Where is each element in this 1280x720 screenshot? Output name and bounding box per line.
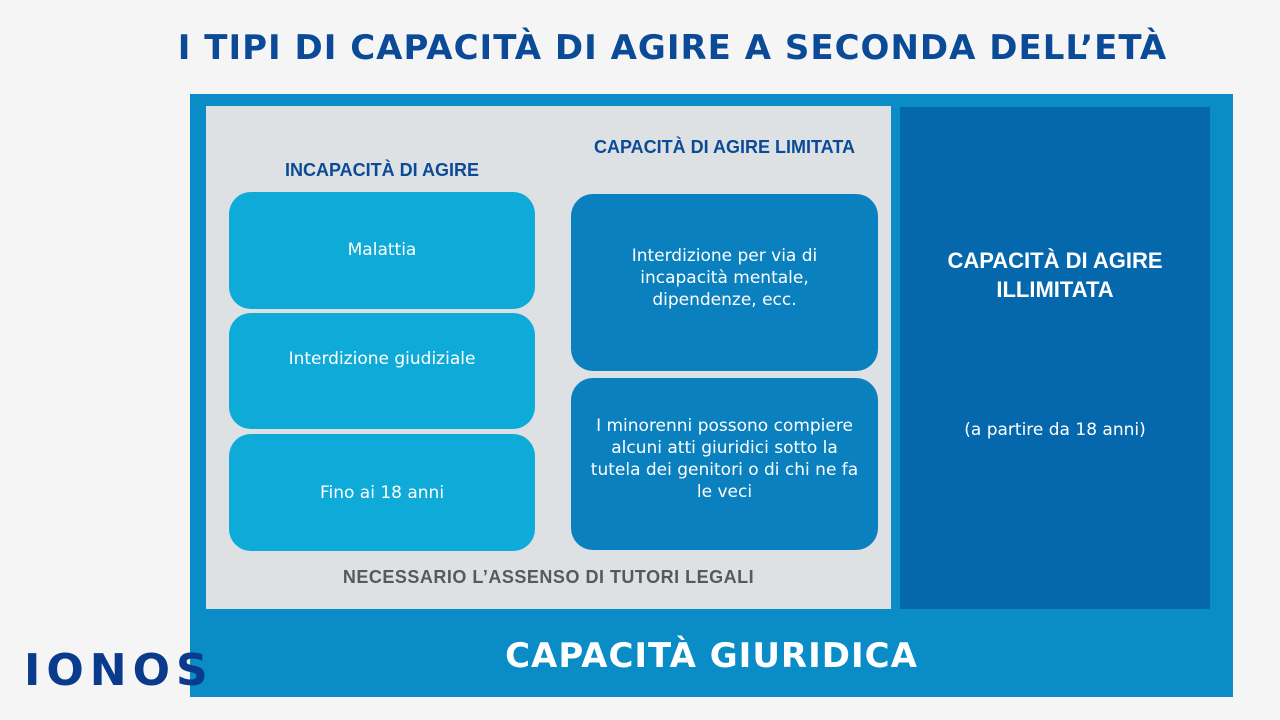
box-text: Malattia bbox=[347, 239, 417, 260]
incapacita-box-eta bbox=[229, 434, 535, 551]
illimitata-heading: CAPACITÀ DI AGIRE ILLIMITATA bbox=[947, 248, 1163, 302]
box-text: Interdizione giudiziale bbox=[288, 349, 476, 369]
incapacita-heading: INCAPACITÀ DI AGIRE bbox=[284, 160, 479, 180]
limitata-box-minorenni bbox=[571, 378, 878, 550]
incapacita-box-malattia bbox=[229, 192, 535, 309]
page-title: I TIPI DI CAPACITÀ DI AGIRE A SECONDA DELL’ETÀ bbox=[177, 28, 1168, 68]
ionos-logo: IONOS bbox=[24, 645, 214, 696]
box-text: Interdizione per via di incapacità mentale, dipendenze, ecc. bbox=[631, 245, 818, 310]
box-text: Fino ai 18 anni bbox=[319, 482, 445, 503]
illimitata-subtext: (a partire da 18 anni) bbox=[964, 420, 1146, 440]
limitata-heading: CAPACITÀ DI AGIRE LIMITATA bbox=[594, 137, 855, 157]
capacita-giuridica-label: CAPACITÀ GIURIDICA bbox=[505, 636, 918, 676]
incapacita-box-interdizione bbox=[229, 313, 535, 429]
box-text: I minorenni possono compiere alcuni atti giuridici sotto la tutela dei genitori o di chi ne fa le veci bbox=[590, 416, 859, 502]
unlimited-capacity-panel bbox=[900, 107, 1210, 609]
tutori-note: NECESSARIO L’ASSENSO DI TUTORI LEGALI bbox=[342, 567, 755, 587]
limitata-box-interdizione bbox=[571, 194, 878, 371]
